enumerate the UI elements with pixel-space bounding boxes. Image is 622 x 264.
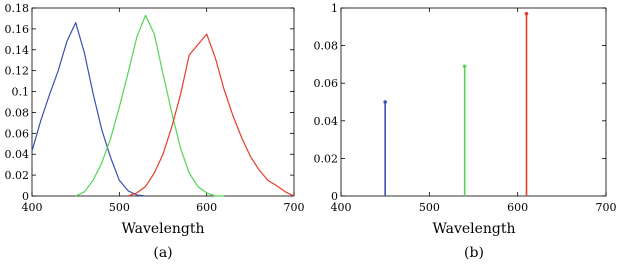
panel-b-chart	[314, 2, 617, 261]
panel-b-y-tick-label: 0.08	[313, 39, 338, 53]
panel-a-x-tick-label: 400	[21, 201, 43, 214]
panel-b-x-tick-label: 700	[595, 201, 617, 214]
panel-a-y-tick-label: 0	[22, 190, 29, 203]
panel-a-x-axis-label: Wavelength	[121, 221, 205, 237]
panel-b-stem-marker	[383, 100, 387, 104]
panel-b-x-tick-label: 600	[507, 201, 529, 214]
panel-a-x-tick-label: 700	[283, 201, 305, 214]
panel-a-x-tick-label: 600	[196, 201, 218, 214]
panel-a-series-line	[32, 23, 146, 196]
panel-a-plot-frame	[32, 8, 294, 196]
panel-b-x-tick-label: 400	[330, 201, 352, 214]
panel-a-caption: (a)	[153, 245, 173, 261]
panel-a-y-tick-label: 0.16	[4, 22, 29, 36]
panel-a-chart	[5, 2, 305, 261]
panel-a-y-tick-label: 0.06	[4, 127, 29, 141]
panel-a-y-tick-label: 0.04	[4, 148, 29, 162]
panel-a-y-tick-label: 0.12	[4, 64, 29, 78]
panel-b-caption: (b)	[464, 245, 484, 261]
panel-b-y-tick-label: 0	[331, 190, 338, 203]
panel-b-x-tick-label: 500	[418, 201, 440, 214]
panel-a-y-tick-label: 0.02	[4, 169, 29, 183]
panel-a-series-line	[128, 34, 294, 196]
panel-a-y-tick-label: 0.1	[11, 85, 29, 99]
panel-a-lines	[32, 15, 294, 196]
panel-b-y-tick-label: 0.04	[313, 114, 338, 128]
panel-a-series-line	[76, 15, 224, 196]
panel-b-plot-frame	[341, 8, 606, 196]
panel-b-y-tick-label: 0.06	[313, 77, 338, 91]
panel-b-stem-marker	[525, 12, 529, 16]
panel-b-y-tick-label: 0.02	[313, 152, 338, 166]
panel-b-x-axis-label: Wavelength	[432, 221, 516, 237]
panel-a-x-tick-label: 500	[108, 201, 130, 214]
panel-b-y-tick-label: 1	[331, 2, 338, 15]
panel-a-y-tick-label: 0.08	[4, 106, 29, 120]
panel-b-stem-marker	[463, 64, 467, 68]
panel-a-y-tick-label: 0.18	[4, 2, 29, 15]
panel-a-y-tick-label: 0.14	[4, 43, 29, 57]
panel-b-stems	[383, 12, 528, 196]
